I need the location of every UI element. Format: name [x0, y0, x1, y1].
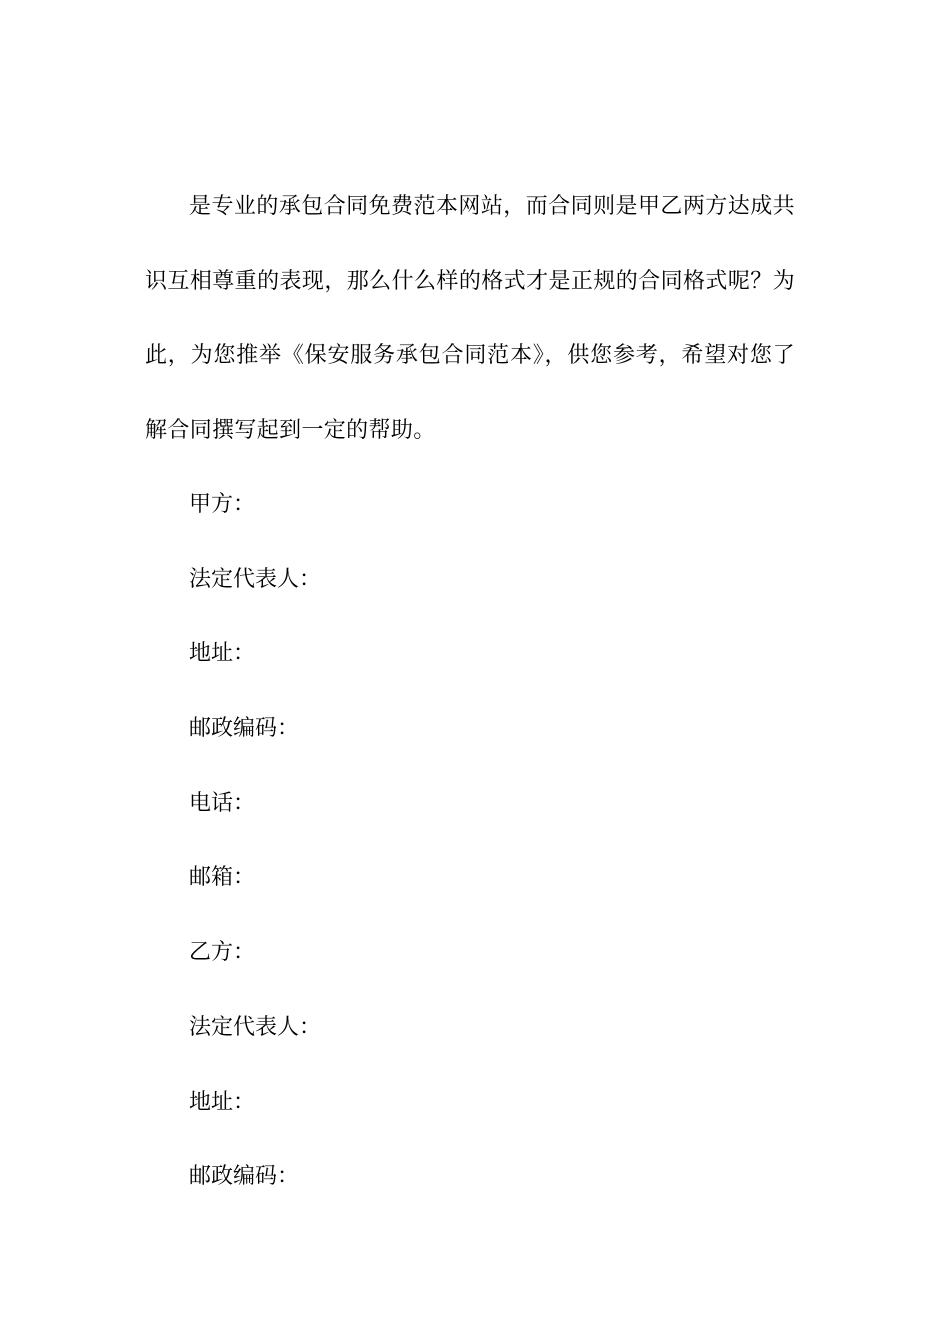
- intro-paragraph: 是专业的承包合同免费范本网站，而合同则是甲乙两方达成共识互相尊重的表现，那么什么样的格式才是正规的合同格式呢？为此，为您推举《保安服务承包合同范本》，供您参考，希望对您了解合同撰写起到一定的帮助。: [145, 194, 795, 443]
- field-party-a-postcode: 邮政编码：: [189, 716, 300, 742]
- field-party-b-legal-rep: 法定代表人：: [189, 1014, 322, 1040]
- party-fields: [145, 468, 795, 1215]
- field-party-b: 乙方：: [189, 940, 256, 966]
- field-party-b-postcode: 邮政编码：: [189, 1164, 300, 1190]
- document-body: [145, 196, 795, 1215]
- field-party-b-address: 地址：: [189, 1089, 256, 1115]
- field-party-a-address: 地址：: [189, 641, 256, 667]
- field-party-a-legal-rep: 法定代表人：: [189, 566, 322, 592]
- field-party-a: 甲方：: [189, 492, 256, 517]
- field-party-a-phone: 电话：: [189, 790, 256, 816]
- field-party-a-email: 邮箱：: [189, 865, 256, 891]
